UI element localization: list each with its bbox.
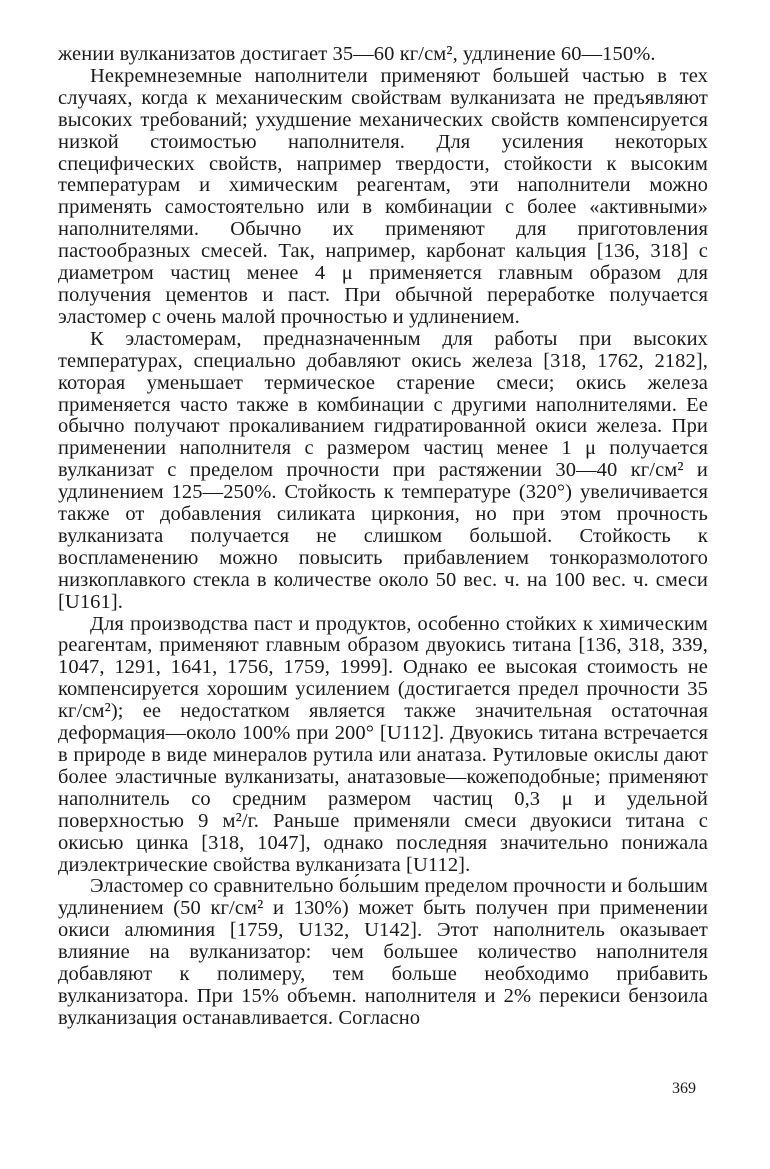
paragraph-non-silica-fillers: Некремнеземные наполнители применяют большей частью в тех случаях, когда к механическим свойствам вулканизата не предъявляют высоких требований; ухудшение механических свойств компенсируется низкой стоимостью наполнителя. Для усиления некоторых специфических свойств, например твердости, стойкости к высоким температурам и химическим реагентам, эти наполнители можно применять самостоятельно или в комбинации с более «активными» наполнителями. Обычно их применяют для приготовления пастообразных смесей. Так, например, карбонат кальция [136, 318] с диаметром частиц менее 4 μ применяется главным образом для получения цементов и паст. При обычной переработке получается эластомер с очень малой прочностью и удлинением. [58, 64, 708, 328]
paragraph-continuation: жении вулканизатов достигает 35—60 кг/см², удлинение 60—150%. [58, 43, 656, 65]
page-number: 369 [672, 1080, 696, 1097]
paragraph-aluminium-oxide: Эластомер со сравнительно бо́льшим пределом прочности и большим удлинением (50 кг/см² и 130%) может быть получен при применении окиси алюминия [1759, U132, U142]. Этот наполнитель оказывает влияние на вулканизатор: чем большее количество наполнителя добавляют к полимеру, тем больше необходимо прибавить вулканизатора. При 15% объемн. наполнителя и 2% перекиси бензоила вулканизация останавливается. Согласно [58, 875, 708, 1029]
paragraph-titanium-dioxide: Для производства паст и продуктов, особенно стойких к химическим реагентам, применяют главным образом двуокись титана [136, 318, 339, 1047, 1291, 1641, 1756, 1759, 1999]. Однако ее высокая стоимость не компенсируется хорошим усилением (достигается предел прочности 35 кг/см²); ее недостатком является также значительная остаточная деформация—около 100% при 200° [U112]. Двуокись титана встречается в природе в виде минералов рутила или анатаза. Рутиловые окислы дают более эластичные вулканизаты, анатазовые—кожеподобные; применяют наполнитель со средним размером частиц 0,3 μ и удельной поверхностью 9 м²/г. Раньше применяли смеси двуокиси титана с окисью цинка [318, 1047], однако последняя значительно понижала диэлектрические свойства вулканизата [U112]. [58, 612, 708, 876]
paragraph-iron-oxide: К эластомерам, предназначенным для работы при высоких температурах, специально добавляют окись железа [318, 1762, 2182], которая уменьшает термическое старение смеси; окись железа применяется часто также в комбинации с другими наполнителями. Ее обычно получают прокаливанием гидратированной окиси железа. При применении наполнителя с размером частиц менее 1 μ получается вулканизат с пределом прочности при растяжении 30—40 кг/см² и удлинением 125—250%. Стойкость к температуре (320°) увеличивается также от добавления силиката циркония, но при этом прочность вулканизата получается не слишком большой. Стойкость к воспламенению можно повысить прибавлением тонкоразмолотого низкоплавкого стекла в количестве около 50 вес. ч. на 100 вес. ч. смеси [U161]. [58, 327, 708, 613]
page-body [58, 44, 708, 1030]
